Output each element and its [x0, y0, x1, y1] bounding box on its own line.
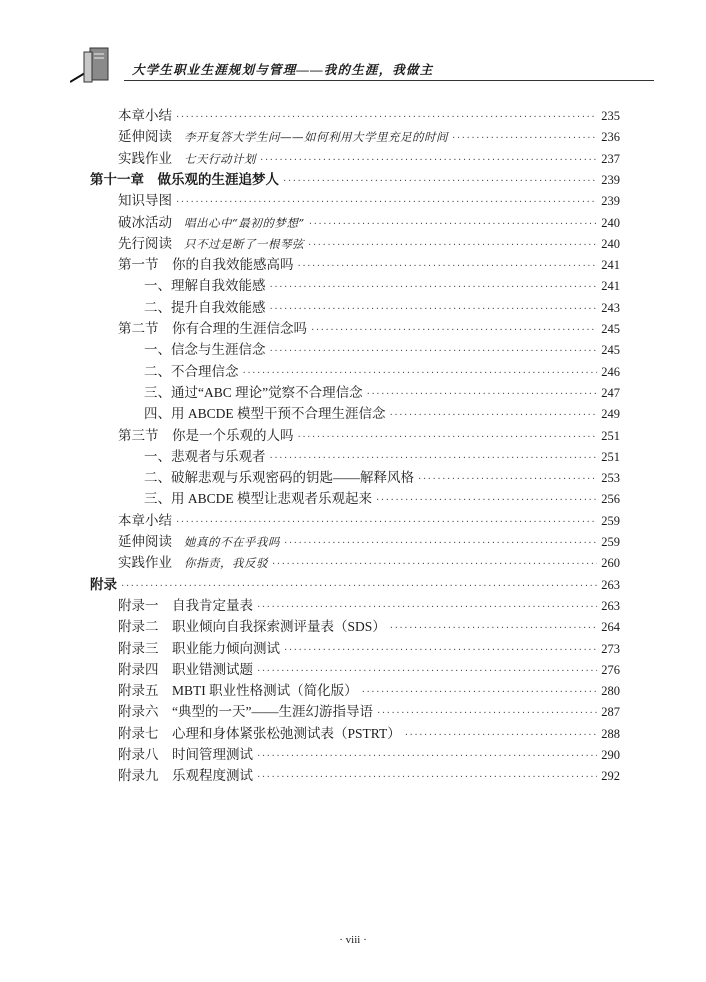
toc-entry[interactable]	[144, 275, 620, 296]
page-number: · viii ·	[339, 934, 367, 946]
toc-page-number: 290	[601, 748, 620, 762]
toc-entry[interactable]	[118, 126, 620, 147]
toc-entry-subtitle: 唱出心中“最初的梦想”	[184, 215, 305, 230]
toc-entry-title: 第三节 你是一个乐观的人吗	[118, 427, 294, 443]
toc-entry-title: 附录八 时间管理测试	[118, 747, 253, 762]
toc-entry-title: 附录五 MBTI 职业性格测试（简化版）	[118, 683, 358, 699]
toc-page-number: 256	[601, 492, 620, 507]
toc-page-number: 276	[601, 662, 620, 677]
toc-entry[interactable]	[118, 638, 620, 659]
toc-entry-title: 知识导图	[118, 193, 172, 209]
toc-entry-title: 第一节 你的自我效能感高吗	[118, 257, 294, 273]
toc-page-number: 240	[601, 215, 620, 230]
toc-page-number: 235	[601, 109, 620, 123]
toc-entry[interactable]	[118, 510, 620, 531]
toc-entry[interactable]	[118, 425, 620, 446]
toc-entry-title: 破冰活动	[118, 214, 172, 230]
toc-page-number: 241	[601, 279, 620, 294]
dot-leader	[377, 703, 597, 724]
toc-entry[interactable]	[118, 254, 620, 275]
dot-leader	[405, 725, 598, 746]
toc-entry-title: 附录四 职业错测试题	[118, 661, 253, 677]
toc-entry[interactable]	[144, 382, 620, 403]
toc-entry-title: 二、不合理信念	[144, 363, 239, 379]
dot-leader	[309, 214, 597, 235]
dot-leader	[176, 512, 597, 533]
toc-entry[interactable]	[118, 659, 620, 680]
toc-page-number: 264	[601, 620, 620, 635]
dot-leader	[452, 128, 597, 149]
dot-leader	[257, 767, 597, 788]
toc-entry-subtitle: 你指责，我反驳	[184, 556, 268, 571]
toc-page-number: 237	[601, 151, 620, 166]
dot-leader	[311, 320, 597, 341]
dot-leader	[176, 192, 597, 213]
toc-entry-title: 第十一章 做乐观的生涯追梦人	[90, 171, 279, 187]
toc-entry[interactable]	[118, 680, 620, 701]
toc-page-number: 288	[601, 726, 620, 741]
dot-leader	[270, 341, 598, 362]
dot-leader	[362, 682, 598, 703]
toc-entry-title: 三、用 ABCDE 模型让悲观者乐观起来	[144, 491, 373, 507]
book-icon	[70, 42, 116, 86]
toc-page-number: 247	[601, 385, 620, 400]
dot-leader	[298, 256, 598, 277]
dot-leader	[176, 107, 597, 128]
dot-leader	[390, 405, 598, 426]
header-divider	[124, 80, 654, 81]
toc-entry[interactable]	[118, 190, 620, 211]
toc-entry-title: 实践作业	[118, 150, 172, 166]
toc-entry-title: 第二节 你有合理的生涯信念吗	[118, 321, 307, 336]
toc-entry[interactable]	[118, 318, 620, 339]
toc-entry-title: 实践作业	[118, 555, 172, 571]
dot-leader	[257, 597, 597, 618]
toc-entry[interactable]	[118, 616, 620, 637]
toc-entry-title: 延伸阅读	[118, 534, 172, 549]
toc-page-number: 292	[601, 769, 620, 784]
toc-entry-title: 本章小结	[118, 512, 172, 528]
toc-entry[interactable]	[118, 148, 620, 169]
toc-page-number: 287	[601, 705, 620, 720]
toc-entry-title: 一、悲观者与乐观者	[144, 448, 266, 464]
dot-leader	[270, 448, 598, 469]
dot-leader	[308, 235, 597, 256]
toc-entry-title: 附录七 心理和身体紧张松弛测试表（PSTRT）	[118, 725, 401, 741]
toc-page-number: 245	[601, 322, 620, 336]
toc-entry-subtitle: 她真的不在乎我吗	[184, 535, 280, 549]
toc-entry-title: 一、信念与生涯信念	[144, 342, 266, 358]
toc-entry-subtitle: 七天行动计划	[184, 151, 256, 166]
toc-entry-title: 附录九 乐观程度测试	[118, 768, 253, 784]
dot-leader	[390, 618, 597, 639]
toc-entry[interactable]	[144, 403, 620, 424]
toc-entry-title: 附录三 职业能力倾向测试	[118, 640, 280, 656]
toc-entry[interactable]	[118, 701, 620, 722]
toc-entry[interactable]	[144, 297, 620, 318]
toc-page-number: 253	[601, 471, 620, 486]
toc-page-number: 273	[601, 641, 620, 656]
toc-page-number: 245	[601, 343, 620, 358]
toc-page-number: 241	[601, 258, 620, 273]
toc-entry[interactable]	[118, 212, 620, 233]
toc-entry[interactable]	[118, 723, 620, 744]
toc-entry[interactable]	[118, 552, 620, 573]
toc-entry-title: 二、破解悲观与乐观密码的钥匙——解释风格	[144, 470, 414, 486]
dot-leader	[376, 490, 597, 511]
dot-leader	[283, 171, 597, 192]
toc-page-number: 239	[601, 194, 620, 209]
toc-page-number: 251	[601, 428, 620, 443]
toc-entry[interactable]	[90, 574, 620, 595]
toc-entry-title: 附录	[90, 576, 117, 592]
toc-page-number: 236	[601, 130, 620, 145]
toc-entry[interactable]	[118, 595, 620, 616]
toc-entry[interactable]	[118, 765, 620, 786]
dot-leader	[260, 150, 597, 171]
dot-leader	[121, 576, 597, 597]
toc-entry-subtitle: 李开复答大学生问——如何利用大学里充足的时间	[184, 130, 448, 145]
toc-entry[interactable]	[118, 233, 620, 254]
toc-page-number: 259	[601, 535, 620, 549]
toc-entry-title: 二、提升自我效能感	[144, 299, 266, 315]
toc-entry-title: 一、理解自我效能感	[144, 278, 266, 294]
toc-page-number: 249	[601, 407, 620, 422]
dot-leader	[270, 299, 598, 320]
toc-page-number: 243	[601, 300, 620, 315]
toc-page-number: 280	[601, 684, 620, 699]
toc-entry-title: 延伸阅读	[118, 129, 172, 145]
dot-leader	[284, 640, 597, 661]
toc-entry[interactable]	[144, 361, 620, 382]
toc-page-number: 251	[601, 449, 620, 464]
toc-entry-subtitle: 只不过是断了一根琴弦	[184, 236, 304, 251]
toc-entry[interactable]	[144, 467, 620, 488]
running-header	[0, 0, 706, 90]
toc-entry-title: 四、用 ABCDE 模型干预不合理生涯信念	[144, 406, 386, 422]
dot-leader	[270, 277, 598, 298]
toc-entry-title: 本章小结	[118, 108, 172, 123]
toc-entry[interactable]	[144, 446, 620, 467]
toc-page-number: 263	[601, 598, 620, 613]
toc-page-number: 246	[601, 364, 620, 379]
toc-page-number: 239	[601, 172, 620, 187]
toc-entry[interactable]	[118, 744, 620, 765]
toc-page-number: 259	[601, 513, 620, 528]
toc-entry-title: 附录六 “典型的一天”——生涯幻游指导语	[118, 704, 373, 720]
toc-page-number: 263	[601, 577, 620, 592]
toc-entry-title: 三、通过“ABC 理论”觉察不合理信念	[144, 384, 363, 400]
dot-leader	[418, 469, 597, 490]
dot-leader	[272, 554, 597, 575]
toc-entry[interactable]	[144, 488, 620, 509]
toc-entry[interactable]	[144, 339, 620, 360]
toc-entry-title: 附录一 自我肯定量表	[118, 597, 253, 613]
dot-leader	[284, 533, 597, 554]
header-title: 大学生职业生涯规划与管理——我的生涯，我做主	[132, 63, 434, 77]
toc-entry[interactable]	[118, 105, 620, 126]
dot-leader	[243, 363, 598, 384]
toc-entry-title: 先行阅读	[118, 235, 172, 251]
toc-entry[interactable]	[90, 169, 620, 190]
toc-entry[interactable]	[118, 531, 620, 552]
dot-leader	[367, 384, 598, 405]
dot-leader	[257, 746, 597, 767]
toc-entry-title: 附录二 职业倾向自我探索测评量表（SDS）	[118, 619, 386, 635]
toc-page-number: 240	[601, 236, 620, 251]
dot-leader	[298, 427, 598, 448]
dot-leader	[257, 661, 597, 682]
toc-page-number: 260	[601, 556, 620, 571]
